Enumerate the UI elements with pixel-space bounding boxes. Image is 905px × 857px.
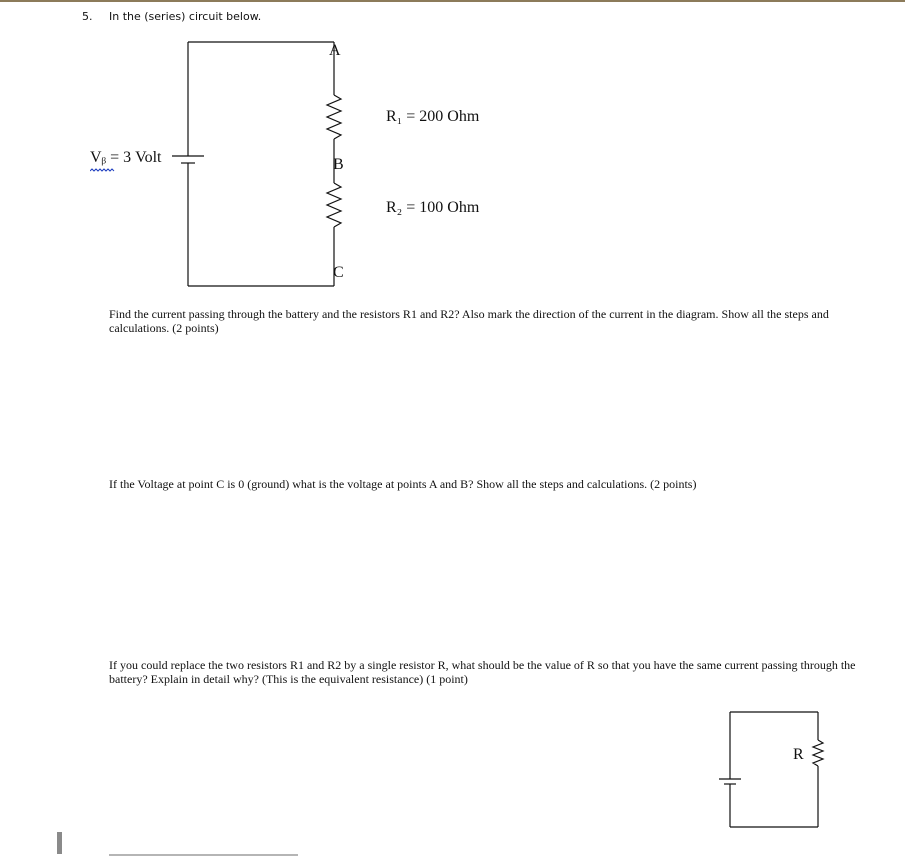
point-b-label: B: [333, 156, 344, 173]
eq-resistor-label: R: [793, 746, 804, 763]
spellcheck-underline-icon: [90, 168, 116, 173]
resistor-r2: [327, 183, 341, 227]
part3-question: If you could replace the two resistors R1 and R2 by a single resistor R, what should be the value of R so that you have the same current passing through the battery? Explain in detail why? (This is the equivalent resistance) (1 point): [109, 658, 856, 686]
point-a-label: A: [329, 42, 341, 59]
question-number: 5.: [82, 10, 93, 23]
r2-label: R₂ = 100 Ohm: [386, 199, 480, 216]
r1-label: R₁ = 200 Ohm: [386, 108, 480, 125]
margin-bar: [57, 832, 62, 854]
resistor-r1: [327, 95, 341, 139]
footnote-rule: [109, 854, 298, 856]
battery-voltage-label: Vᵦ = 3 Volt: [90, 149, 162, 166]
eq-resistor-r: [813, 740, 823, 766]
part1-question: Find the current passing through the battery and the resistors R1 and R2? Also mark the direction of the current in the diagram. Show all the steps and calculations. (2 points): [109, 307, 829, 335]
part2-question: If the Voltage at point C is 0 (ground) what is the voltage at points A and B? Show all the steps and calculations. (2 points): [109, 477, 697, 491]
point-c-label: C: [333, 264, 344, 281]
question-intro: In the (series) circuit below.: [109, 10, 262, 23]
